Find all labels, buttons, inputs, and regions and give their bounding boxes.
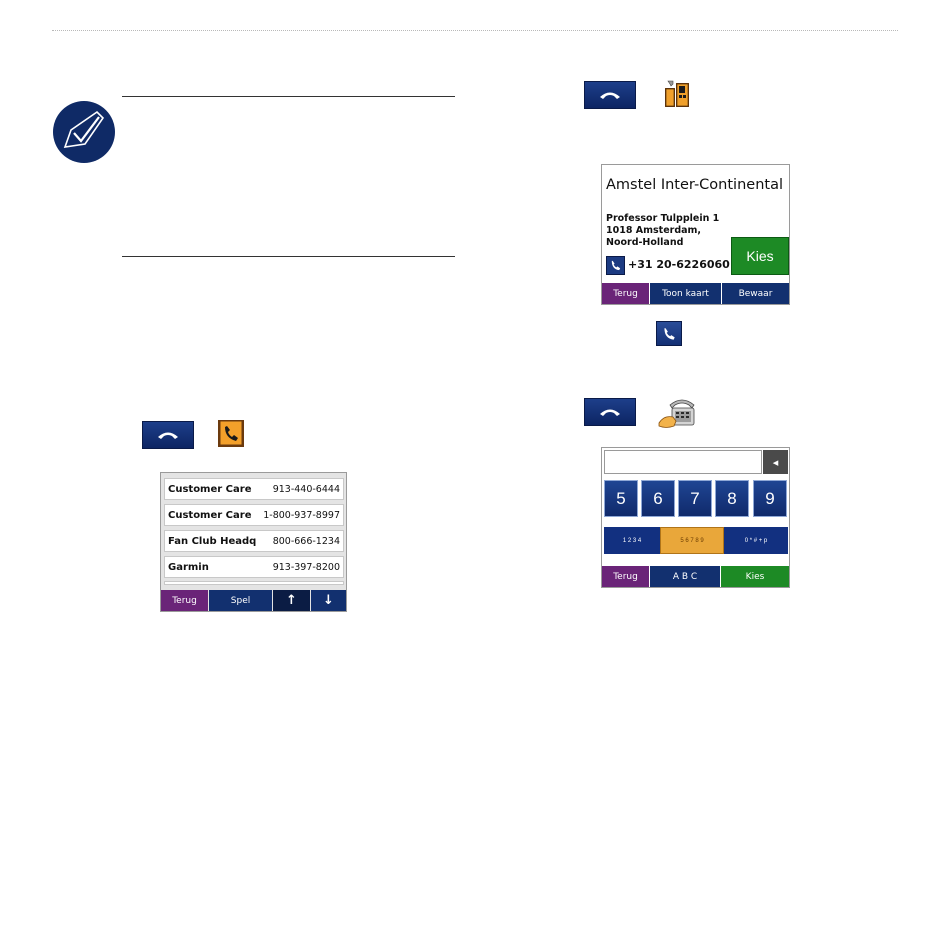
address-line: Professor Tulpplein 1 <box>606 213 720 224</box>
backspace-button[interactable]: ◂ <box>763 450 788 474</box>
list-item[interactable] <box>164 504 344 526</box>
address-line: Noord-Holland <box>606 237 684 248</box>
key-5[interactable]: 5 <box>604 480 638 517</box>
key-7[interactable]: 7 <box>678 480 712 517</box>
abc-button[interactable]: A B C <box>650 566 720 587</box>
handset-icon <box>599 90 621 100</box>
list-item-partial <box>164 581 344 585</box>
scroll-up-button[interactable]: ↑ <box>273 590 310 611</box>
handset-icon <box>157 430 179 440</box>
contact-name: Fan Club Headq <box>168 535 257 547</box>
back-button[interactable]: Terug <box>161 590 208 611</box>
address-line: 1018 Amsterdam, <box>606 225 702 236</box>
call-icon[interactable] <box>606 256 625 275</box>
points-of-interest-icon[interactable] <box>662 80 692 110</box>
list-item[interactable] <box>164 478 344 500</box>
contact-number: 800-666-1234 <box>272 535 340 547</box>
phone-button[interactable] <box>584 81 636 109</box>
number-input[interactable] <box>604 450 762 474</box>
contact-number: 913-397-8200 <box>272 561 340 573</box>
select-button[interactable]: Kies <box>721 566 789 587</box>
keypad-page-2[interactable]: 5 6 7 8 9 <box>660 527 724 554</box>
location-title: Amstel Inter-Continental <box>606 177 783 193</box>
note-bottom-rule <box>122 256 455 257</box>
contact-name: Garmin <box>168 561 209 573</box>
key-8[interactable]: 8 <box>715 480 749 517</box>
location-address <box>606 213 719 249</box>
contact-number: 913-440-6444 <box>272 483 340 495</box>
dial-phone-icon[interactable] <box>656 396 700 430</box>
note-check-icon <box>52 100 116 164</box>
list-item[interactable] <box>164 556 344 578</box>
location-detail-screen <box>601 164 790 305</box>
back-button[interactable]: Terug <box>602 566 649 587</box>
phonebook-icon[interactable] <box>216 418 246 448</box>
save-button[interactable]: Bewaar <box>722 283 789 304</box>
call-icon[interactable] <box>656 321 682 346</box>
scroll-down-button[interactable]: ↓ <box>311 590 346 611</box>
back-button[interactable]: Terug <box>602 283 649 304</box>
keypad-page-1[interactable]: 1 2 3 4 <box>604 527 660 554</box>
phone-button[interactable] <box>142 421 194 449</box>
note-top-rule <box>122 96 455 97</box>
dial-screen <box>601 447 790 588</box>
key-9[interactable]: 9 <box>753 480 787 517</box>
phonebook-screen <box>160 472 347 612</box>
contact-name: Customer Care <box>168 483 252 495</box>
spell-button[interactable]: Spel <box>209 590 272 611</box>
header-dotted-rule <box>52 30 898 31</box>
handset-icon <box>599 407 621 417</box>
contact-name: Customer Care <box>168 509 252 521</box>
key-6[interactable]: 6 <box>641 480 675 517</box>
select-button[interactable]: Kies <box>731 237 789 275</box>
contact-number: 1-800-937-8997 <box>263 509 340 521</box>
show-map-button[interactable]: Toon kaart <box>650 283 721 304</box>
phone-button[interactable] <box>584 398 636 426</box>
list-item[interactable] <box>164 530 344 552</box>
keypad-page-3[interactable]: 0 * # + p <box>724 527 788 554</box>
location-phone: +31 20-6226060 <box>628 258 730 271</box>
